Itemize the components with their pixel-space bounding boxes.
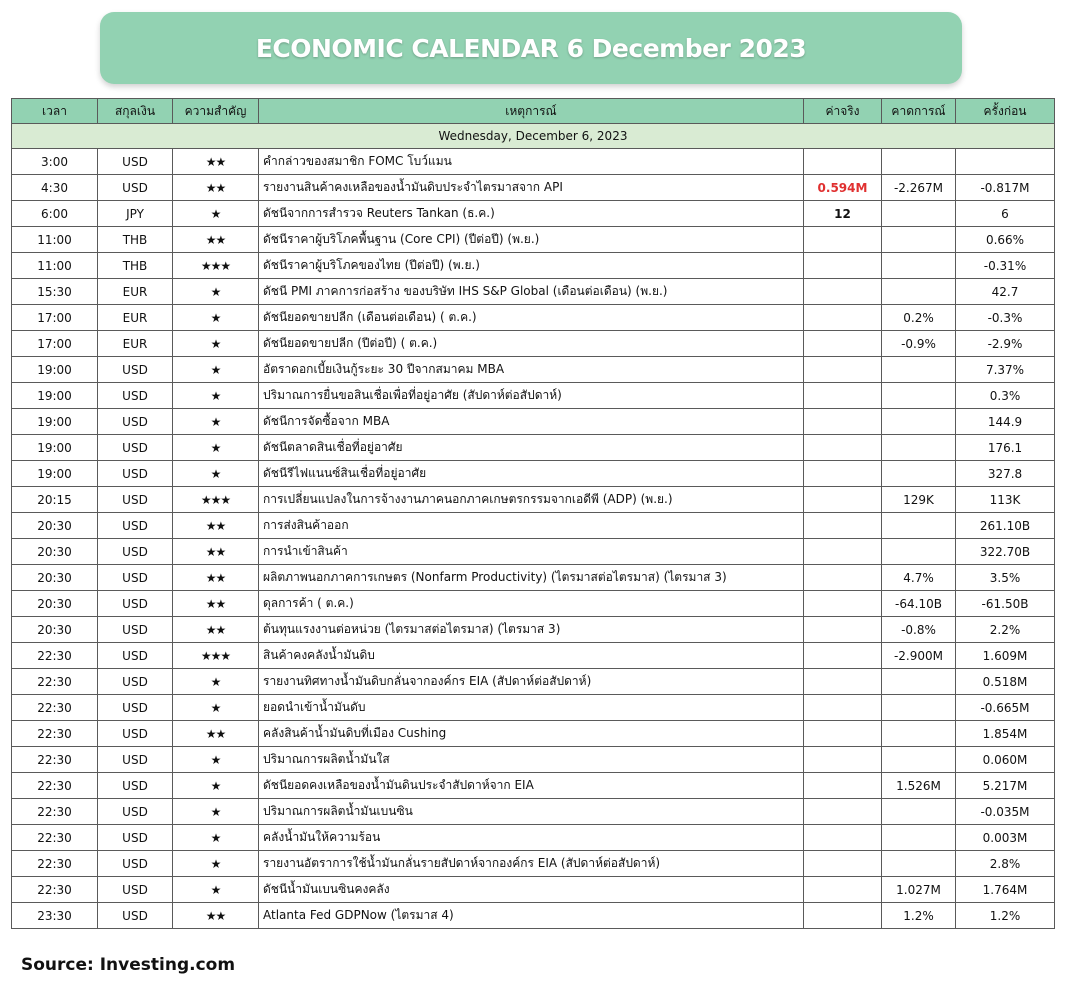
- table-row: [12, 227, 1055, 253]
- currency-cell: USD: [98, 565, 173, 591]
- currency-cell: USD: [98, 799, 173, 825]
- actual-cell: [804, 409, 882, 435]
- event-cell: คลังสินค้าน้ำมันดิบที่เมือง Cushing: [259, 721, 804, 747]
- table-row: [12, 669, 1055, 695]
- currency-cell: USD: [98, 539, 173, 565]
- event-cell: การเปลี่ยนแปลงในการจ้างงานภาคนอกภาคเกษตรกรรมจากเอดีพี (ADP) (พ.ย.): [259, 487, 804, 513]
- previous-cell: 2.2%: [956, 617, 1055, 643]
- time-cell: 20:30: [12, 513, 98, 539]
- currency-cell: USD: [98, 643, 173, 669]
- table-row: [12, 539, 1055, 565]
- actual-cell: 0.594M: [804, 175, 882, 201]
- currency-cell: USD: [98, 383, 173, 409]
- importance-stars: ★★: [173, 149, 259, 175]
- currency-cell: USD: [98, 175, 173, 201]
- time-cell: 20:15: [12, 487, 98, 513]
- time-cell: 22:30: [12, 877, 98, 903]
- previous-cell: 113K: [956, 487, 1055, 513]
- actual-cell: [804, 669, 882, 695]
- currency-cell: USD: [98, 825, 173, 851]
- currency-cell: USD: [98, 149, 173, 175]
- currency-cell: USD: [98, 903, 173, 929]
- previous-cell: 327.8: [956, 461, 1055, 487]
- time-cell: 22:30: [12, 799, 98, 825]
- currency-cell: THB: [98, 227, 173, 253]
- currency-cell: USD: [98, 851, 173, 877]
- forecast-cell: [882, 253, 956, 279]
- importance-stars: ★: [173, 747, 259, 773]
- event-cell: ดัชนียอดคงเหลือของน้ำมันดินประจำสัปดาห์จาก EIA: [259, 773, 804, 799]
- forecast-cell: 129K: [882, 487, 956, 513]
- forecast-cell: 1.526M: [882, 773, 956, 799]
- event-cell: การส่งสินค้าออก: [259, 513, 804, 539]
- time-cell: 22:30: [12, 825, 98, 851]
- importance-stars: ★★: [173, 175, 259, 201]
- time-cell: 17:00: [12, 331, 98, 357]
- table-row: [12, 305, 1055, 331]
- currency-cell: JPY: [98, 201, 173, 227]
- previous-cell: 3.5%: [956, 565, 1055, 591]
- currency-cell: USD: [98, 773, 173, 799]
- currency-cell: USD: [98, 617, 173, 643]
- currency-cell: USD: [98, 357, 173, 383]
- importance-stars: ★★★: [173, 487, 259, 513]
- time-cell: 19:00: [12, 435, 98, 461]
- time-cell: 11:00: [12, 227, 98, 253]
- time-cell: 22:30: [12, 773, 98, 799]
- importance-stars: ★★: [173, 721, 259, 747]
- economic-calendar-table: [11, 98, 1055, 929]
- importance-stars: ★: [173, 877, 259, 903]
- currency-cell: EUR: [98, 331, 173, 357]
- table-row: [12, 253, 1055, 279]
- time-cell: 22:30: [12, 643, 98, 669]
- actual-cell: [804, 253, 882, 279]
- previous-cell: -61.50B: [956, 591, 1055, 617]
- event-cell: คลังน้ำมันให้ความร้อน: [259, 825, 804, 851]
- event-cell: ปริมาณการยื่นขอสินเชื่อเพื่อที่อยู่อาศัย (สัปดาห์ต่อสัปดาห์): [259, 383, 804, 409]
- event-cell: ต้นทุนแรงงานต่อหน่วย (ไตรมาสต่อไตรมาส) (ไตรมาส 3): [259, 617, 804, 643]
- time-cell: 22:30: [12, 695, 98, 721]
- col-header-previous: ครั้งก่อน: [956, 99, 1055, 124]
- actual-cell: [804, 461, 882, 487]
- forecast-cell: [882, 409, 956, 435]
- table-row: [12, 487, 1055, 513]
- table-row: [12, 903, 1055, 929]
- page-title: ECONOMIC CALENDAR 6 December 2023: [255, 33, 807, 63]
- table-row: [12, 721, 1055, 747]
- time-cell: 4:30: [12, 175, 98, 201]
- event-cell: สินค้าคงคลังน้ำมันดิบ: [259, 643, 804, 669]
- currency-cell: USD: [98, 695, 173, 721]
- actual-cell: [804, 721, 882, 747]
- table-row: [12, 331, 1055, 357]
- col-header-forecast: คาดการณ์: [882, 99, 956, 124]
- currency-cell: EUR: [98, 305, 173, 331]
- currency-cell: USD: [98, 721, 173, 747]
- importance-stars: ★★★: [173, 253, 259, 279]
- previous-cell: 322.70B: [956, 539, 1055, 565]
- forecast-cell: [882, 149, 956, 175]
- time-cell: 3:00: [12, 149, 98, 175]
- col-header-event: เหตุการณ์: [259, 99, 804, 124]
- actual-cell: [804, 513, 882, 539]
- time-cell: 19:00: [12, 461, 98, 487]
- actual-cell: [804, 435, 882, 461]
- forecast-cell: [882, 435, 956, 461]
- forecast-cell: -0.8%: [882, 617, 956, 643]
- forecast-cell: [882, 721, 956, 747]
- importance-stars: ★: [173, 305, 259, 331]
- actual-cell: [804, 747, 882, 773]
- previous-cell: -0.665M: [956, 695, 1055, 721]
- importance-stars: ★★: [173, 513, 259, 539]
- title-banner: [100, 12, 962, 84]
- currency-cell: USD: [98, 461, 173, 487]
- table-row: [12, 643, 1055, 669]
- importance-stars: ★: [173, 201, 259, 227]
- previous-cell: 6: [956, 201, 1055, 227]
- forecast-cell: 4.7%: [882, 565, 956, 591]
- previous-cell: 176.1: [956, 435, 1055, 461]
- event-cell: ดัชนีรีไฟแนนซ์สินเชื่อที่อยู่อาศัย: [259, 461, 804, 487]
- previous-cell: 261.10B: [956, 513, 1055, 539]
- actual-cell: [804, 539, 882, 565]
- col-header-currency: สกุลเงิน: [98, 99, 173, 124]
- actual-cell: [804, 227, 882, 253]
- importance-stars: ★: [173, 279, 259, 305]
- time-cell: 20:30: [12, 539, 98, 565]
- actual-cell: [804, 643, 882, 669]
- table-row: [12, 617, 1055, 643]
- previous-cell: 0.060M: [956, 747, 1055, 773]
- time-cell: 19:00: [12, 409, 98, 435]
- time-cell: 20:30: [12, 591, 98, 617]
- table-row: [12, 825, 1055, 851]
- event-cell: ดัชนีการจัดซื้อจาก MBA: [259, 409, 804, 435]
- table-row: [12, 877, 1055, 903]
- importance-stars: ★: [173, 851, 259, 877]
- actual-cell: [804, 305, 882, 331]
- event-cell: ผลิตภาพนอกภาคการเกษตร (Nonfarm Productivity) (ไตรมาสต่อไตรมาส) (ไตรมาส 3): [259, 565, 804, 591]
- importance-stars: ★: [173, 669, 259, 695]
- table-row: [12, 175, 1055, 201]
- currency-cell: USD: [98, 877, 173, 903]
- forecast-cell: [882, 279, 956, 305]
- event-cell: ดัชนี PMI ภาคการก่อสร้าง ของบริษัท IHS S&P Global (เดือนต่อเดือน) (พ.ย.): [259, 279, 804, 305]
- actual-cell: 12: [804, 201, 882, 227]
- time-cell: 19:00: [12, 357, 98, 383]
- time-cell: 22:30: [12, 669, 98, 695]
- importance-stars: ★★: [173, 539, 259, 565]
- forecast-cell: -2.267M: [882, 175, 956, 201]
- currency-cell: USD: [98, 487, 173, 513]
- event-cell: อัตราดอกเบี้ยเงินกู้ระยะ 30 ปีจากสมาคม MBA: [259, 357, 804, 383]
- table-row: [12, 747, 1055, 773]
- importance-stars: ★★: [173, 617, 259, 643]
- currency-cell: USD: [98, 409, 173, 435]
- event-cell: ดัชนีราคาผู้บริโภคพื้นฐาน (Core CPI) (ปีต่อปี) (พ.ย.): [259, 227, 804, 253]
- importance-stars: ★: [173, 409, 259, 435]
- currency-cell: USD: [98, 435, 173, 461]
- forecast-cell: [882, 383, 956, 409]
- forecast-cell: [882, 201, 956, 227]
- table-row: [12, 773, 1055, 799]
- event-cell: ดัชนีตลาดสินเชื่อที่อยู่อาศัย: [259, 435, 804, 461]
- previous-cell: 0.3%: [956, 383, 1055, 409]
- previous-cell: 0.518M: [956, 669, 1055, 695]
- day-label: Wednesday, December 6, 2023: [12, 124, 1055, 149]
- table-row: [12, 799, 1055, 825]
- table-row: [12, 383, 1055, 409]
- table-row: [12, 565, 1055, 591]
- table-row: [12, 149, 1055, 175]
- time-cell: 19:00: [12, 383, 98, 409]
- actual-cell: [804, 383, 882, 409]
- previous-cell: 1.609M: [956, 643, 1055, 669]
- time-cell: 11:00: [12, 253, 98, 279]
- col-header-time: เวลา: [12, 99, 98, 124]
- time-cell: 6:00: [12, 201, 98, 227]
- actual-cell: [804, 149, 882, 175]
- table-row: [12, 851, 1055, 877]
- previous-cell: [956, 149, 1055, 175]
- currency-cell: USD: [98, 747, 173, 773]
- actual-cell: [804, 799, 882, 825]
- source-caption: Source: Investing.com: [21, 955, 236, 975]
- col-header-importance: ความสำคัญ: [173, 99, 259, 124]
- previous-cell: 1.854M: [956, 721, 1055, 747]
- previous-cell: 42.7: [956, 279, 1055, 305]
- previous-cell: 2.8%: [956, 851, 1055, 877]
- importance-stars: ★★: [173, 903, 259, 929]
- event-cell: การนำเข้าสินค้า: [259, 539, 804, 565]
- forecast-cell: -64.10B: [882, 591, 956, 617]
- time-cell: 23:30: [12, 903, 98, 929]
- actual-cell: [804, 279, 882, 305]
- importance-stars: ★★: [173, 591, 259, 617]
- actual-cell: [804, 487, 882, 513]
- importance-stars: ★: [173, 383, 259, 409]
- previous-cell: -0.3%: [956, 305, 1055, 331]
- event-cell: ดัชนีราคาผู้บริโภคของไทย (ปีต่อปี) (พ.ย.): [259, 253, 804, 279]
- actual-cell: [804, 617, 882, 643]
- table-row: [12, 591, 1055, 617]
- time-cell: 15:30: [12, 279, 98, 305]
- actual-cell: [804, 357, 882, 383]
- forecast-cell: -0.9%: [882, 331, 956, 357]
- event-cell: ดัชนีจากการสำรวจ Reuters Tankan (ธ.ค.): [259, 201, 804, 227]
- table-row: [12, 201, 1055, 227]
- table-row: [12, 357, 1055, 383]
- previous-cell: 1.764M: [956, 877, 1055, 903]
- currency-cell: THB: [98, 253, 173, 279]
- importance-stars: ★: [173, 799, 259, 825]
- forecast-cell: [882, 851, 956, 877]
- time-cell: 20:30: [12, 565, 98, 591]
- forecast-cell: [882, 539, 956, 565]
- importance-stars: ★: [173, 461, 259, 487]
- importance-stars: ★: [173, 435, 259, 461]
- event-cell: ปริมาณการผลิตน้ำมันใส: [259, 747, 804, 773]
- actual-cell: [804, 591, 882, 617]
- table-row: [12, 513, 1055, 539]
- importance-stars: ★: [173, 825, 259, 851]
- actual-cell: [804, 903, 882, 929]
- actual-cell: [804, 695, 882, 721]
- actual-cell: [804, 773, 882, 799]
- table-row: [12, 279, 1055, 305]
- actual-cell: [804, 331, 882, 357]
- header-row: [12, 99, 1055, 124]
- forecast-cell: [882, 461, 956, 487]
- time-cell: 22:30: [12, 851, 98, 877]
- time-cell: 22:30: [12, 747, 98, 773]
- event-cell: ยอดนำเข้าน้ำมันดับ: [259, 695, 804, 721]
- event-cell: ดุลการค้า ( ต.ค.): [259, 591, 804, 617]
- forecast-cell: [882, 695, 956, 721]
- importance-stars: ★★★: [173, 643, 259, 669]
- currency-cell: USD: [98, 513, 173, 539]
- forecast-cell: [882, 825, 956, 851]
- currency-cell: USD: [98, 669, 173, 695]
- event-cell: ดัชนีน้ำมันเบนซินคงคลัง: [259, 877, 804, 903]
- previous-cell: 7.37%: [956, 357, 1055, 383]
- currency-cell: USD: [98, 591, 173, 617]
- forecast-cell: [882, 799, 956, 825]
- table-row: [12, 695, 1055, 721]
- previous-cell: -0.31%: [956, 253, 1055, 279]
- event-cell: ปริมาณการผลิตน้ำมันเบนซิน: [259, 799, 804, 825]
- previous-cell: 1.2%: [956, 903, 1055, 929]
- importance-stars: ★: [173, 331, 259, 357]
- day-row: [12, 124, 1055, 149]
- event-cell: รายงานทิศทางน้ำมันดิบกลั่นจากองค์กร EIA (สัปดาห์ต่อสัปดาห์): [259, 669, 804, 695]
- event-cell: ดัชนียอดขายปลีก (ปีต่อปี) ( ต.ค.): [259, 331, 804, 357]
- forecast-cell: 0.2%: [882, 305, 956, 331]
- forecast-cell: [882, 227, 956, 253]
- forecast-cell: -2.900M: [882, 643, 956, 669]
- previous-cell: -2.9%: [956, 331, 1055, 357]
- importance-stars: ★★: [173, 227, 259, 253]
- time-cell: 22:30: [12, 721, 98, 747]
- importance-stars: ★: [173, 357, 259, 383]
- importance-stars: ★: [173, 695, 259, 721]
- col-header-actual: ค่าจริง: [804, 99, 882, 124]
- importance-stars: ★: [173, 773, 259, 799]
- forecast-cell: 1.027M: [882, 877, 956, 903]
- event-cell: รายงานอัตราการใช้น้ำมันกลั่นรายสัปดาห์จากองค์กร EIA (สัปดาห์ต่อสัปดาห์): [259, 851, 804, 877]
- actual-cell: [804, 877, 882, 903]
- currency-cell: EUR: [98, 279, 173, 305]
- previous-cell: 5.217M: [956, 773, 1055, 799]
- time-cell: 17:00: [12, 305, 98, 331]
- table-row: [12, 435, 1055, 461]
- actual-cell: [804, 851, 882, 877]
- table-row: [12, 409, 1055, 435]
- event-cell: รายงานสินค้าคงเหลือของน้ำมันดิบประจำไตรมาสจาก API: [259, 175, 804, 201]
- previous-cell: -0.035M: [956, 799, 1055, 825]
- importance-stars: ★★: [173, 565, 259, 591]
- time-cell: 20:30: [12, 617, 98, 643]
- forecast-cell: 1.2%: [882, 903, 956, 929]
- previous-cell: 0.003M: [956, 825, 1055, 851]
- previous-cell: 0.66%: [956, 227, 1055, 253]
- event-cell: ดัชนียอดขายปลีก (เดือนต่อเดือน) ( ต.ค.): [259, 305, 804, 331]
- forecast-cell: [882, 669, 956, 695]
- forecast-cell: [882, 747, 956, 773]
- previous-cell: -0.817M: [956, 175, 1055, 201]
- event-cell: คำกล่าวของสมาชิก FOMC โบว์แมน: [259, 149, 804, 175]
- actual-cell: [804, 565, 882, 591]
- table-row: [12, 461, 1055, 487]
- forecast-cell: [882, 357, 956, 383]
- actual-cell: [804, 825, 882, 851]
- previous-cell: 144.9: [956, 409, 1055, 435]
- event-cell: Atlanta Fed GDPNow (ไตรมาส 4): [259, 903, 804, 929]
- forecast-cell: [882, 513, 956, 539]
